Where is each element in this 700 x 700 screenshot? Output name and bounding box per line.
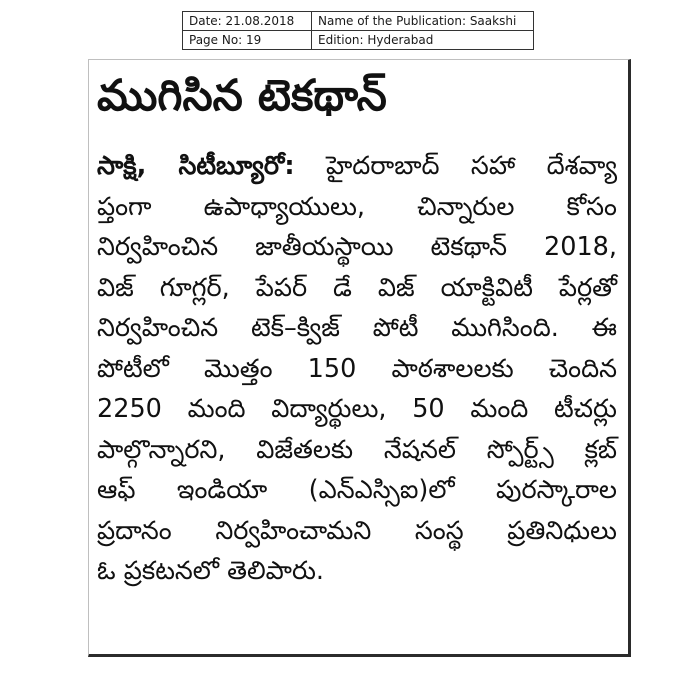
newspaper-clipping (88, 59, 631, 657)
article-line (97, 146, 617, 187)
publication-info-row-2 (183, 31, 534, 50)
article-line: విజ్ గూగ్లర్, పేపర్ డే విజ్ యాక్టివిటీ పేర్లతో (97, 272, 617, 303)
article-line: 2250 మంది విద్యార్థులు, 50 మంది టీచర్లు (97, 394, 617, 424)
article-line-text: హైదరాబాద్ సహా దేశవ్యా (294, 151, 617, 181)
article-line: నిర్వహించిన జాతీయస్థాయి టెకథాన్ 2018, (97, 232, 617, 262)
article-line: పోటీలో మొత్తం 150 పాఠశాలలకు చెందిన (97, 353, 617, 384)
article-dateline: సాక్షి, సిటీబ్యూరో: (97, 151, 295, 181)
publication-info-row-1 (183, 12, 534, 31)
article-line: పాల్గొన్నారని, విజేతలకు నేషనల్ స్పోర్ట్స్ క్లబ్ (97, 434, 617, 465)
article-line: ప్తంగా ఉపాధ్యాయులు, చిన్నారుల కోసం (97, 191, 617, 222)
publication-date: Date: 21.08.2018 (183, 12, 312, 31)
article-line: ఓ ప్రకటనలో తెలిపారు. (97, 556, 324, 586)
article-line: నిర్వహించిన టెక్–క్విజ్ పోటీ ముగిసింది. ఈ (97, 313, 617, 343)
article-line: ఆఫ్ ఇండియా (ఎన్ఎస్సిఐ)లో పురస్కారాల (97, 475, 617, 505)
article-headline: ముగిసిన టెకథాన్ (97, 71, 387, 121)
page-number: Page No: 19 (183, 31, 312, 50)
article-line: ప్రదానం నిర్వహించామని సంస్థ ప్రతినిధులు (97, 515, 617, 546)
publication-edition: Edition: Hyderabad (312, 31, 534, 50)
article-body (97, 146, 617, 592)
publication-info-table (182, 11, 534, 50)
publication-name: Name of the Publication: Saakshi (312, 12, 534, 31)
